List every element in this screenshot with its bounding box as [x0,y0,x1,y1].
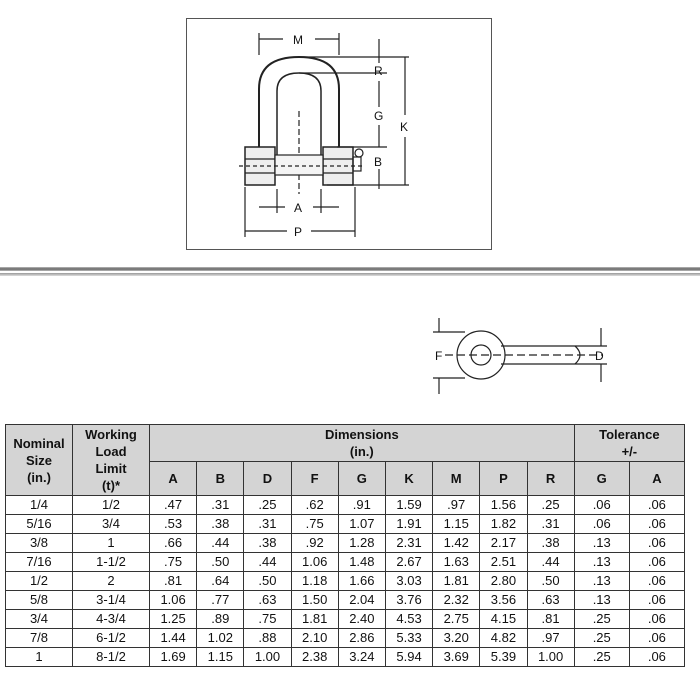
table-cell: 2.80 [480,572,527,591]
header-dim-f: F [291,462,338,496]
table-cell: 2.10 [291,629,338,648]
table-cell: .44 [197,534,244,553]
table-cell: 2.31 [385,534,432,553]
table-cell: 1.48 [338,553,385,572]
header-dim-k: K [385,462,432,496]
table-cell: 3.20 [433,629,480,648]
table-cell: 3-1/4 [73,591,150,610]
table-cell: 2.51 [480,553,527,572]
table-cell: .77 [197,591,244,610]
table-cell: 1.44 [150,629,197,648]
table-cell: 8-1/2 [73,648,150,667]
table-cell: 4.53 [385,610,432,629]
table-cell: 1 [73,534,150,553]
table-cell: 2.32 [433,591,480,610]
table-row [6,610,685,629]
table-cell: 1/2 [6,572,73,591]
table-cell: 4.15 [480,610,527,629]
header-dim-p: P [480,462,527,496]
table-cell: 3.56 [480,591,527,610]
table-cell: 5.33 [385,629,432,648]
header-dim-d: D [244,462,291,496]
header-dim-b: B [197,462,244,496]
table-cell: .38 [244,534,291,553]
table-cell: .13 [574,534,629,553]
dim-label-m: M [293,33,303,47]
table-cell: 1.06 [150,591,197,610]
table-cell: .75 [291,515,338,534]
table-cell: 7/16 [6,553,73,572]
header-tolerance: Tolerance +/- [574,425,684,462]
table-cell: 1-1/2 [73,553,150,572]
table-cell: .81 [150,572,197,591]
table-row [6,515,685,534]
table-cell: .13 [574,553,629,572]
table-cell: 1.91 [385,515,432,534]
table-cell: 1.81 [291,610,338,629]
table-cell: .44 [244,553,291,572]
table-cell: .31 [244,515,291,534]
table-cell: 1.63 [433,553,480,572]
table-cell: 3.03 [385,572,432,591]
table-cell: .50 [197,553,244,572]
table-cell: 1.00 [244,648,291,667]
table-cell: 2.86 [338,629,385,648]
table-cell: .25 [527,496,574,515]
table-cell: 3/4 [6,610,73,629]
table-cell: .88 [244,629,291,648]
divider-shadow [0,273,700,276]
table-cell: .44 [527,553,574,572]
table-cell: 1.50 [291,591,338,610]
table-cell: 1.42 [433,534,480,553]
table-cell: .50 [527,572,574,591]
dim-label-g: G [374,109,384,123]
table-cell: 1.00 [527,648,574,667]
pin-diagram [425,318,615,400]
table-cell: .31 [197,496,244,515]
table-cell: .62 [291,496,338,515]
shackle-diagram [186,18,492,250]
table-row [6,553,685,572]
table-cell: 4.82 [480,629,527,648]
table-row [6,591,685,610]
header-dim-m: M [433,462,480,496]
table-cell: 5.39 [480,648,527,667]
table-cell: 1 [6,648,73,667]
header-nominal-size: Nominal Size (in.) [6,425,73,496]
divider-line [0,267,700,271]
table-cell: .06 [574,515,629,534]
specification-table [5,424,685,667]
table-cell: 1/4 [6,496,73,515]
shackle-drawing [187,19,493,251]
table-cell: .38 [197,515,244,534]
table-row [6,496,685,515]
table-cell: 1.69 [150,648,197,667]
table-cell: .06 [574,496,629,515]
table-cell: .97 [433,496,480,515]
table-cell: .13 [574,572,629,591]
table-cell: 1.28 [338,534,385,553]
table-cell: 1.66 [338,572,385,591]
table-cell: 2.04 [338,591,385,610]
header-dim-a: A [150,462,197,496]
table-cell: 7/8 [6,629,73,648]
table-cell: .50 [244,572,291,591]
table-cell: .06 [629,648,684,667]
table-cell: 2 [73,572,150,591]
table-cell: .06 [629,572,684,591]
table-cell: .81 [527,610,574,629]
table-cell: 6-1/2 [73,629,150,648]
dim-label-b: B [374,155,383,169]
dim-label-k: K [400,120,409,134]
table-cell: .06 [629,591,684,610]
table-cell: 1.07 [338,515,385,534]
table-cell: .63 [244,591,291,610]
header-tol-a: A [629,462,684,496]
table-cell: 2.38 [291,648,338,667]
table-cell: 1.82 [480,515,527,534]
dim-label-r: R [374,64,383,78]
table-cell: .66 [150,534,197,553]
table-cell: .25 [574,648,629,667]
header-dim-g: G [338,462,385,496]
table-cell: 1.02 [197,629,244,648]
table-cell: 1/2 [73,496,150,515]
table-cell: 1.56 [480,496,527,515]
table-cell: 3/4 [73,515,150,534]
table-row [6,629,685,648]
table-cell: .25 [574,629,629,648]
header-working-load-limit: Working Load Limit (t)* [73,425,150,496]
table-cell: 3.24 [338,648,385,667]
table-cell: .13 [574,591,629,610]
table-cell: 2.17 [480,534,527,553]
table-cell: 5/16 [6,515,73,534]
dim-label-a: A [294,201,303,215]
dim-label-d: D [595,349,604,363]
table-cell: 2.75 [433,610,480,629]
table-cell: .25 [574,610,629,629]
table-cell: .06 [629,534,684,553]
table-cell: .75 [150,553,197,572]
table-row [6,534,685,553]
table-cell: .31 [527,515,574,534]
table-cell: .92 [291,534,338,553]
table-cell: 5.94 [385,648,432,667]
table-cell: 1.15 [197,648,244,667]
table-cell: .53 [150,515,197,534]
table-cell: .75 [244,610,291,629]
table-cell: .06 [629,496,684,515]
table-cell: .97 [527,629,574,648]
table-cell: .06 [629,515,684,534]
table-cell: 2.67 [385,553,432,572]
table-cell: 3.76 [385,591,432,610]
table-row [6,648,685,667]
table-cell: 2.40 [338,610,385,629]
table-cell: 3.69 [433,648,480,667]
table-cell: .89 [197,610,244,629]
table-cell: 1.25 [150,610,197,629]
table-cell: 1.15 [433,515,480,534]
table-cell: .25 [244,496,291,515]
table-cell: 1.06 [291,553,338,572]
table-cell: 1.81 [433,572,480,591]
table-cell: .06 [629,629,684,648]
table-cell: 5/8 [6,591,73,610]
table-cell: .06 [629,610,684,629]
header-tol-g: G [574,462,629,496]
table-cell: .64 [197,572,244,591]
table-cell: .06 [629,553,684,572]
table-cell: .63 [527,591,574,610]
table-cell: 4-3/4 [73,610,150,629]
dim-label-p: P [294,225,303,239]
header-dim-r: R [527,462,574,496]
header-dimensions: Dimensions (in.) [150,425,575,462]
table-cell: 1.18 [291,572,338,591]
table-cell: .91 [338,496,385,515]
table-cell: .47 [150,496,197,515]
table-row [6,572,685,591]
table-cell: .38 [527,534,574,553]
table-cell: 1.59 [385,496,432,515]
dim-label-f: F [435,349,443,363]
table-cell: 3/8 [6,534,73,553]
